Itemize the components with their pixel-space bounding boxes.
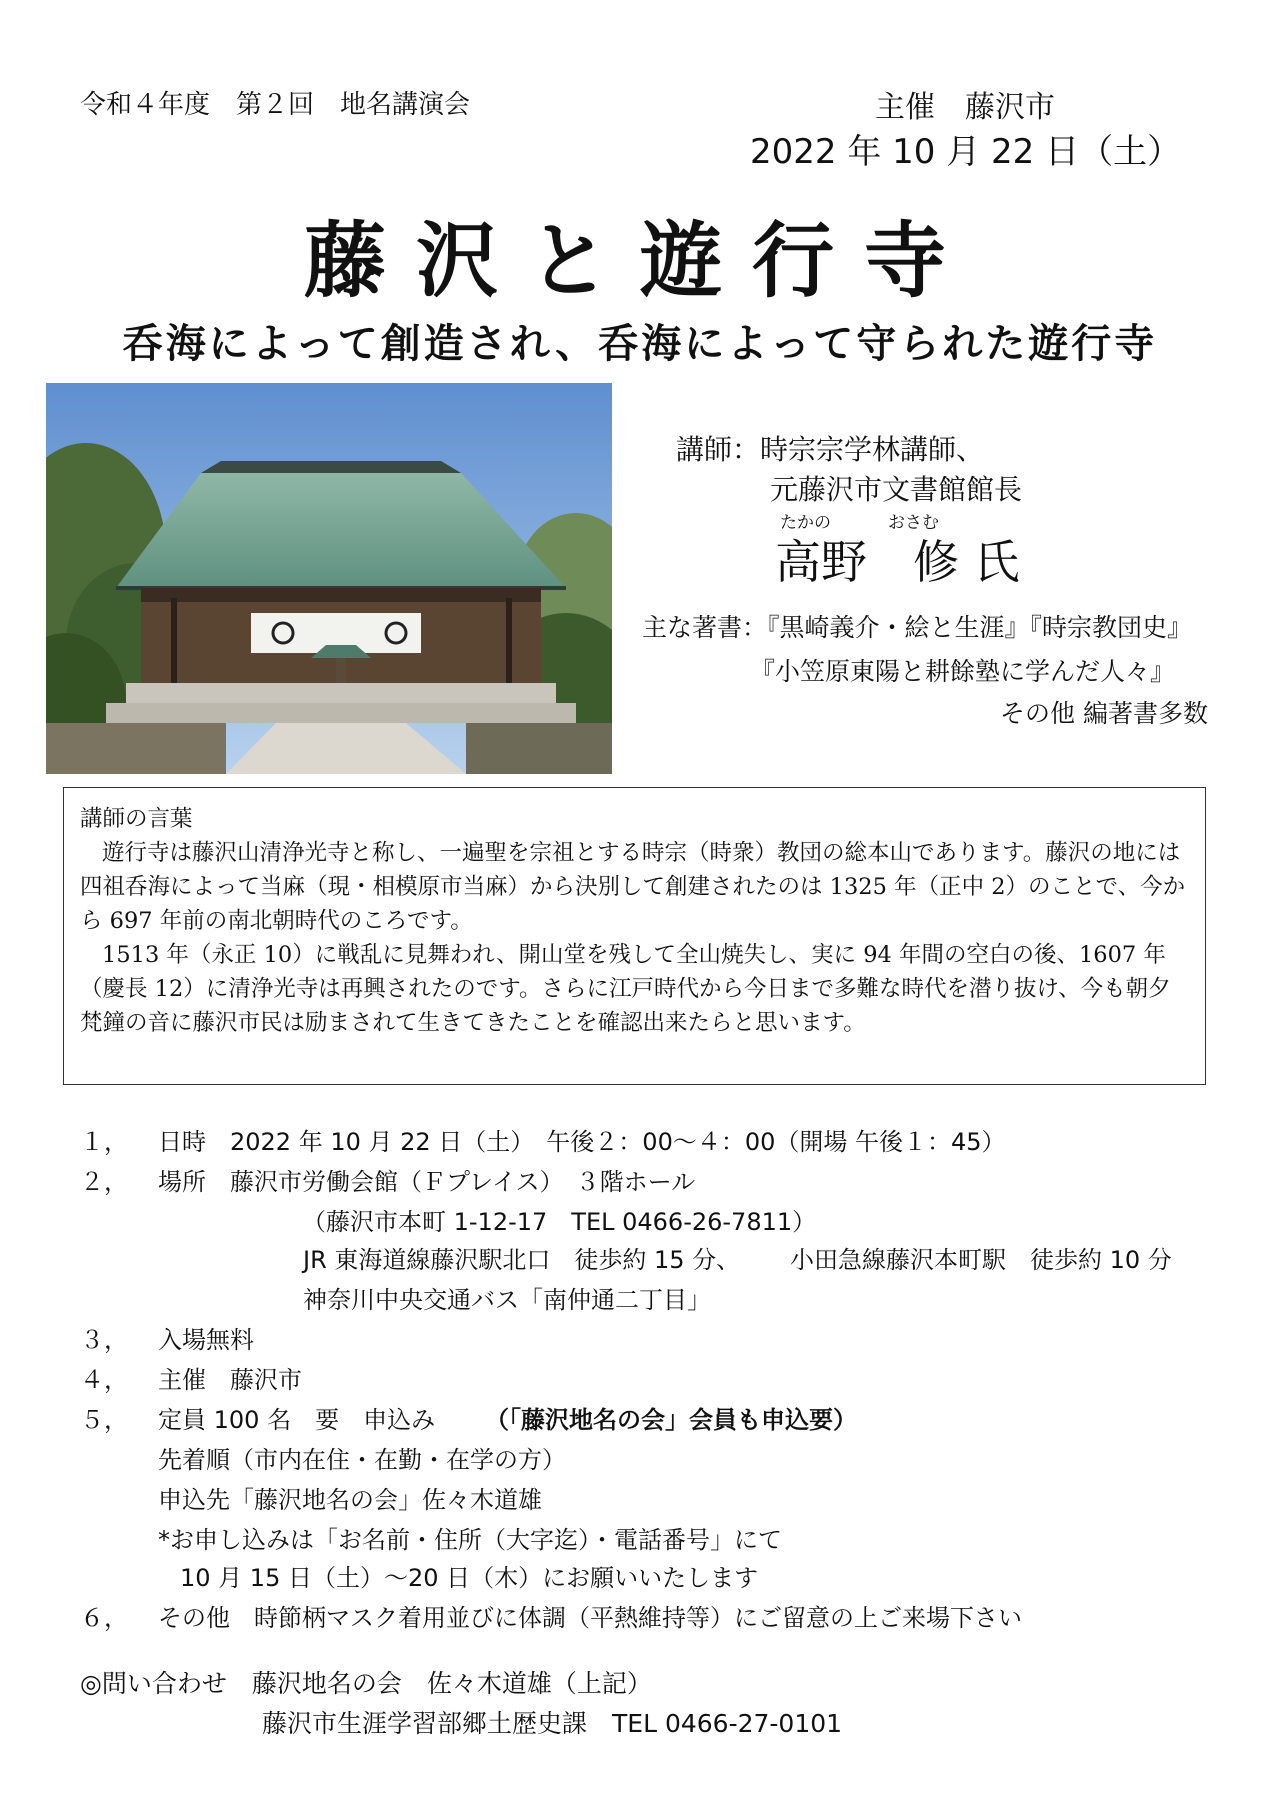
application-destination: 申込先「藤沢地名の会」佐々木道雄 xyxy=(158,1486,542,1514)
members-also-apply-note: （「藤沢地名の会」会員も申込要） xyxy=(485,1406,857,1434)
venue-access-bus: 神奈川中央交通バス「南仲通二丁目」 xyxy=(303,1286,711,1314)
event-series: 令和４年度 第２回 地名講演会 xyxy=(80,90,471,120)
venue-access-odakyu: 小田急線藤沢本町駅 徒歩約 10 分 xyxy=(790,1246,1172,1274)
application-period: 10 月 15 日（土）〜20 日（木）にお願いいたします xyxy=(180,1564,759,1592)
application-method: *お申し込みは「お名前・住所（大字迄）・電話番号」にて xyxy=(158,1526,782,1554)
first-come-note: 先着順（市内在住・在勤・在学の方） xyxy=(158,1446,566,1474)
name-ruby-surname: たかの xyxy=(780,513,831,533)
name-ruby-given: おさむ xyxy=(888,513,939,533)
lecturer-title: 講師：時宗宗学林講師、 xyxy=(676,433,985,466)
subtitle: 呑海によって創造され、呑海によって守られた遊行寺 xyxy=(122,320,1158,367)
message-paragraph: 遊行寺は藤沢山清浄光寺と称し、一遍聖を宗祖とする時宗（時衆）教団の総本山であります。藤沢の地には四祖呑海によって当麻（現・相模原市当麻）から決別して創建されたのは 1325 年（正中 2）のことで、今から 697 年前の南北朝時代のころです。 xyxy=(80,840,1186,934)
lecturer-name: 高野 修 氏 xyxy=(775,535,1020,589)
temple-photo xyxy=(46,383,612,774)
venue-access-jr: JR 東海道線藤沢駅北口 徒歩約 15 分、 xyxy=(303,1246,741,1274)
main-title: 藤沢と遊行寺 xyxy=(303,213,976,309)
message-paragraph: 1513 年（永正 10）に戦乱に見舞われ、開山堂を残して全山焼失し、実に 94 年間の空白の後、1607 年（慶長 12）に清浄光寺は再興されたのです。さらに江戸時代から今日まで多難な時代を潜り抜け、今も朝夕梵鐘の音に藤沢市民は励まされて生きてきたことを確認出来たらと思います。 xyxy=(80,942,1171,1036)
major-works-line-2: 『小笠原東陽と耕餘塾に学んだ人々』 xyxy=(750,657,1176,686)
event-date-header: 2022 年 10 月 22 日（土） xyxy=(750,132,1182,172)
lecturer-message-box xyxy=(63,787,1206,1085)
contact-line-1: ◎問い合わせ 藤沢地名の会 佐々木道雄（上記） xyxy=(80,1669,652,1698)
lecturer-former-title: 元藤沢市文書館館長 xyxy=(770,473,1023,506)
message-heading: 講師の言葉 xyxy=(80,806,193,832)
major-works-line-1: 主な著書：『黒崎義介・絵と生涯』『時宗教団史』 xyxy=(642,613,1193,642)
contact-line-2: 藤沢市生涯学習部郷土歴史課 TEL 0466-27-0101 xyxy=(262,1709,843,1738)
organizer-header: 主催 藤沢市 xyxy=(875,90,1055,125)
major-works-line-3: その他 編著書多数 xyxy=(1000,699,1208,728)
venue-address: （藤沢市本町 1-12-17 TEL 0466-26-7811） xyxy=(302,1208,817,1236)
